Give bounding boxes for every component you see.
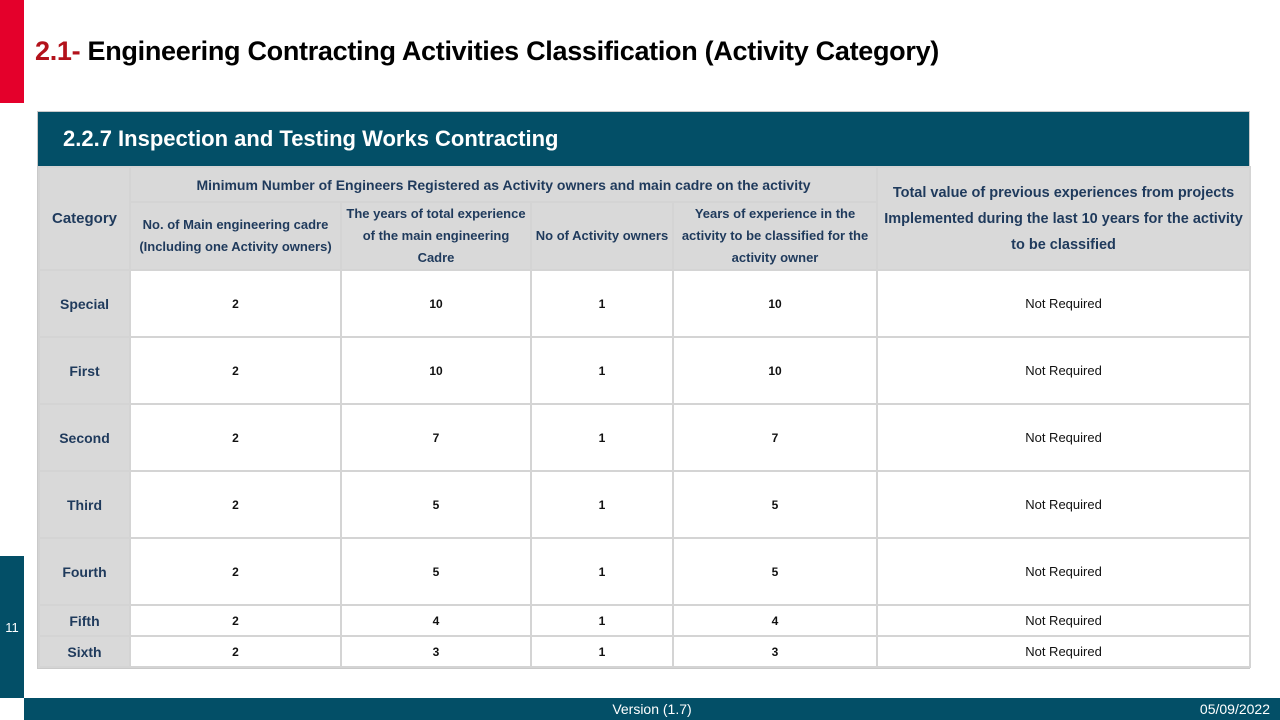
page-title	[35, 36, 939, 67]
engineers-cell: 2	[130, 404, 341, 471]
category-cell: Sixth	[39, 636, 130, 667]
table-row	[39, 404, 1250, 471]
years-total-cell: 7	[341, 404, 531, 471]
owners-cell: 1	[531, 404, 673, 471]
table-row	[39, 471, 1250, 538]
header-engineers-count: No. of Main engineering cadre (Including one Activity owners)	[130, 202, 341, 270]
classification-panel	[37, 111, 1250, 669]
years-activity-cell: 5	[673, 538, 877, 605]
years-total-cell: 5	[341, 471, 531, 538]
years-total-cell: 10	[341, 337, 531, 404]
total-value-cell: Not Required	[877, 404, 1250, 471]
owners-cell: 1	[531, 538, 673, 605]
table-row	[39, 605, 1250, 636]
classification-table	[38, 166, 1251, 668]
total-value-cell: Not Required	[877, 270, 1250, 337]
table-row	[39, 270, 1250, 337]
owners-cell: 1	[531, 471, 673, 538]
header-owners-count: No of Activity owners	[531, 202, 673, 270]
total-value-cell: Not Required	[877, 636, 1250, 667]
header-years-activity: Years of experience in the activity to be classified for the activity owner	[673, 202, 877, 270]
category-cell: Fifth	[39, 605, 130, 636]
engineers-cell: 2	[130, 270, 341, 337]
years-activity-cell: 10	[673, 270, 877, 337]
header-category: Category	[39, 167, 130, 270]
section-title: 2.2.7 Inspection and Testing Works Contracting	[38, 112, 1249, 166]
red-accent-bar	[0, 0, 24, 103]
owners-cell: 1	[531, 636, 673, 667]
header-total-value: Total value of previous experiences from projects Implemented during the last 10 years for the activity to be classified	[877, 167, 1250, 270]
engineers-cell: 2	[130, 337, 341, 404]
owners-cell: 1	[531, 270, 673, 337]
page-number: 11	[5, 620, 19, 635]
years-activity-cell: 4	[673, 605, 877, 636]
total-value-cell: Not Required	[877, 471, 1250, 538]
owners-cell: 1	[531, 605, 673, 636]
table-row	[39, 636, 1250, 667]
header-years-total: The years of total experience of the main engineering Cadre	[341, 202, 531, 270]
total-value-cell: Not Required	[877, 605, 1250, 636]
category-cell: Special	[39, 270, 130, 337]
category-cell: Second	[39, 404, 130, 471]
title-text: Engineering Contracting Activities Classification (Activity Category)	[80, 36, 939, 66]
owners-cell: 1	[531, 337, 673, 404]
category-cell: Third	[39, 471, 130, 538]
total-value-cell: Not Required	[877, 337, 1250, 404]
years-activity-cell: 5	[673, 471, 877, 538]
total-value-cell: Not Required	[877, 538, 1250, 605]
engineers-cell: 2	[130, 471, 341, 538]
engineers-cell: 2	[130, 636, 341, 667]
years-total-cell: 3	[341, 636, 531, 667]
years-total-cell: 10	[341, 270, 531, 337]
footer-date: 05/09/2022	[1199, 701, 1270, 717]
years-activity-cell: 7	[673, 404, 877, 471]
years-activity-cell: 10	[673, 337, 877, 404]
engineers-cell: 2	[130, 605, 341, 636]
header-engineers-group: Minimum Number of Engineers Registered as Activity owners and main cadre on the activity	[130, 167, 877, 202]
title-number: 2.1-	[35, 36, 81, 66]
engineers-cell: 2	[130, 538, 341, 605]
version-label: Version (1.7)	[612, 701, 692, 717]
footer-bar	[24, 698, 1280, 720]
table-row	[39, 538, 1250, 605]
years-total-cell: 5	[341, 538, 531, 605]
years-total-cell: 4	[341, 605, 531, 636]
category-cell: Fourth	[39, 538, 130, 605]
years-activity-cell: 3	[673, 636, 877, 667]
category-cell: First	[39, 337, 130, 404]
table-row	[39, 337, 1250, 404]
